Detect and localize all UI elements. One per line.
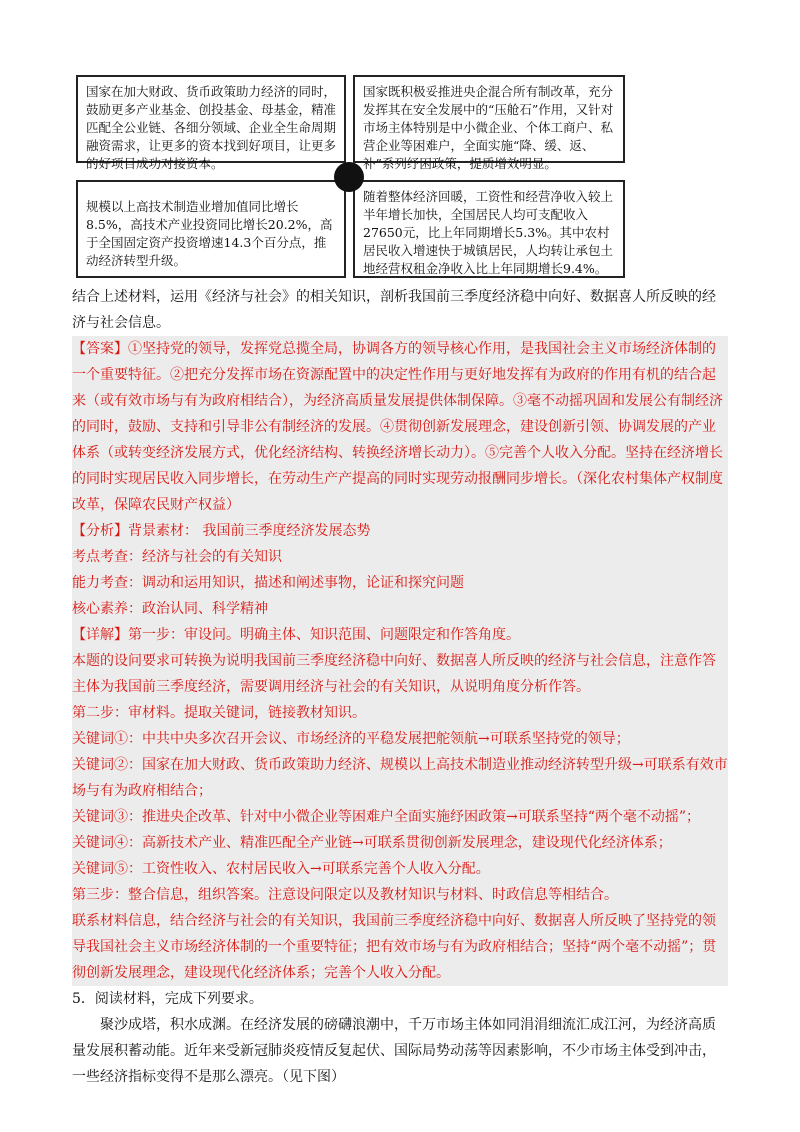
material-box-soe-reform — [353, 75, 625, 171]
detail-step1-text: 本题的设问要求可转换为说明我国前三季度经济稳中向好、数据喜人所反映的经济与社会信息，注意作答主体为我国前三季度经济，需要调用经济与社会的有关知识，从说明角度分析作答。 — [72, 653, 716, 695]
detail-step3-title: 第三步：整合信息，组织答案。注意设问限定以及教材知识与材料、时政信息等相结合。 — [72, 887, 618, 903]
keyword-5: 关键词⑤：工资性收入、农村居民收入→可联系完善个人收入分配。 — [72, 861, 490, 877]
detail-step1-title — [72, 622, 728, 648]
keyword-1: 关键词①：中共中央多次召开会议、市场经济的平稳发展把舵领航→可联系坚持党的领导； — [72, 731, 630, 747]
document-body — [72, 284, 728, 1090]
keyword-3: 关键词③：推进央企改革、针对中小微企业等困难户全面实施纾困政策→可联系坚持“两个毫不动摇”； — [72, 809, 701, 825]
detail-label: 【详解】 — [72, 627, 128, 643]
detail-step3-text: 联系材料信息，结合经济与社会的有关知识，我国前三季度经济稳中向好、数据喜人所反映了坚持党的领导我国社会主义市场经济体制的一个重要特征；把有效市场与有为政府相结合；坚持“两个毫不动摇”；贯彻创新发展理念，建设现代化经济体系；完善个人收入分配。 — [72, 913, 717, 981]
center-dot-icon — [334, 162, 364, 192]
answer-label: 【答案】 — [72, 341, 128, 357]
analysis-background — [72, 518, 728, 544]
detail-section — [72, 622, 728, 986]
material-box-high-tech — [76, 180, 346, 278]
analysis-literacy: 核心素养：政治认同、科学精神 — [72, 601, 268, 617]
answer-section — [72, 336, 728, 518]
material-text-high-tech: 规模以上高技术制造业增加值同比增长8.5%，高技术产业投资同比增长20.2%，高于全国固定资产投资增速14.3个百分点，推动经济转型升级。 — [86, 199, 333, 268]
question-5-title: 5．阅读材料，完成下列要求。 — [72, 991, 263, 1007]
material-box-finance — [76, 75, 346, 171]
analysis-label: 【分析】 — [72, 523, 128, 539]
keyword-2: 关键词②：国家在加大财政、货币政策助力经济、规模以上高技术制造业推动经济转型升级→可联系有效市场与有为政府相结合； — [72, 757, 728, 799]
analysis-ability: 能力考查：调动和运用知识，描述和阐述事物，论证和探究问题 — [72, 575, 464, 591]
answer-paragraph — [72, 336, 728, 518]
detail-step2-title: 第二步：审材料。提取关键词，链接教材知识。 — [72, 705, 366, 721]
question-text: 结合上述材料，运用《经济与社会》的相关知识，剖析我国前三季度经济稳中向好、数据喜人所反映的经济与社会信息。 — [72, 289, 716, 331]
analysis-background-text: 背景素材： 我国前三季度经济发展态势 — [128, 523, 371, 539]
material-text-soe-reform: 国家既积极妥推进央企混合所有制改革，充分发挥其在安全发展中的“压舱石”作用，又针对市场主体特别是中小微企业、个体工商户、私营企业等困难户，全面实施“降、缓、返、补”系列纾困政策，提质增效明显。 — [363, 84, 614, 171]
analysis-section — [72, 518, 728, 622]
material-text-finance: 国家在加大财政、货币政策助力经济的同时，鼓励更多产业基金、创投基金、母基金，精准匹配全公业链、各细分领域、企业全生命周期融资需求，让更多的资本找到好项目，让更多的好项目成功对接资本。 — [86, 84, 337, 171]
question-5-material: 聚沙成塔，积水成渊。在经济发展的磅礴浪潮中，千万市场主体如同涓涓细流汇成江河，为经济高质量发展积蓄动能。近年来受新冠肺炎疫情反复起伏、国际局势动荡等因素影响，不少市场主体受到冲击，一些经济指标变得不是那么漂亮。（见下图） — [72, 1017, 716, 1085]
analysis-exam-point: 考点考查：经济与社会的有关知识 — [72, 549, 282, 565]
material-text-income: 随着整体经济回暖，工资性和经营净收入较上半年增长加快，全国居民人均可支配收入27650元，比上年同期增长5.3%。其中农村居民收入增速快于城镇居民，人均转让承包土地经营权租金净收入比上年同期增长9.4%。 — [363, 189, 614, 276]
material-box-income — [353, 180, 625, 278]
answer-text: ①坚持党的领导，发挥党总揽全局，协调各方的领导核心作用，是我国社会主义市场经济体制的一个重要特征。②把充分发挥市场在资源配置中的决定性作用与更好地发挥有为政府的作用有机的结合起来（或有效市场与有为政府相结合），为经济高质量发展提供体制保障。③毫不动摇巩固和发展公有制经济的同时，鼓励、支持和引导非公有制经济的发展。④贯彻创新发展理念，建设创新引领、协调发展的产业体系（或转变经济发展方式，优化经济结构、转换经济增长动力）。⑤完善个人收入分配。坚持在经济增长的同时实现居民收入同步增长，在劳动生产产提高的同时实现劳动报酬同步增长。（深化农村集体产权制度改革，保障农民财产权益） — [72, 341, 723, 513]
detail-step1-title-text: 第一步：审设问。明确主体、知识范围、问题限定和作答角度。 — [128, 627, 520, 643]
keyword-4: 关键词④：高新技术产业、精准匹配全产业链→可联系贯彻创新发展理念，建设现代化经济体系； — [72, 835, 672, 851]
